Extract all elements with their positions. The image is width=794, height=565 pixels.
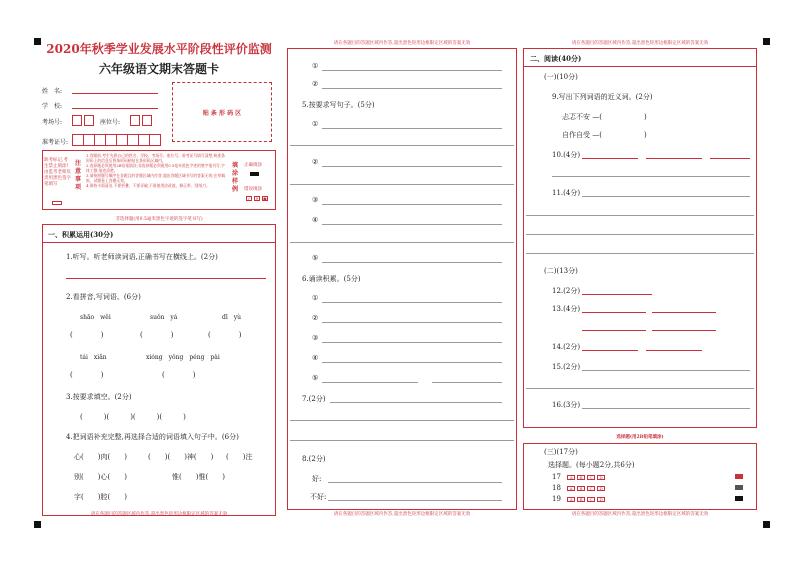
timing-mark xyxy=(735,485,743,490)
circle-label: ④ xyxy=(312,216,319,224)
option-bubble[interactable]: C xyxy=(587,486,595,491)
answer-line[interactable] xyxy=(322,262,502,263)
answer-line[interactable] xyxy=(582,294,652,295)
q2-prompt: 2.看拼音,写词语。(6分) xyxy=(66,293,141,301)
bounds-notice-bottom: 请在各题目的答题区域内作答,超出黑色矩形边框限定区域的答案无效 xyxy=(571,512,709,517)
nonchoice-instruction: 非选择题(用0.5毫米黑色字迹的签字笔书写) xyxy=(115,217,203,222)
wrong-fill-sample: ✓ ✕ ● xyxy=(247,196,267,201)
correct-fill-label: 正确填涂 xyxy=(244,163,262,168)
circle-label: ⑤ xyxy=(312,374,319,382)
part1-heading: (一)(10分) xyxy=(544,73,578,81)
choice-instruction: 选择题(用2B铅笔填涂) xyxy=(616,435,664,440)
choice-row xyxy=(552,473,607,481)
name-label: 姓 名: xyxy=(42,88,63,95)
option-bubble[interactable]: B xyxy=(577,497,585,502)
notes-item: 3.请按照题号顺序在各题目的答题区域内作答,超出答题区域书写的答案无效;在草稿纸、试题卷上答题无效。 xyxy=(86,173,225,183)
answer-line[interactable] xyxy=(582,196,750,197)
answer-line[interactable] xyxy=(710,158,750,159)
option-bubble[interactable]: D xyxy=(597,486,605,491)
option-bubble[interactable]: C xyxy=(587,475,595,480)
barcode-area xyxy=(172,82,272,142)
section1-heading: 一、积累运用(30分) xyxy=(48,230,114,239)
q1-prompt: 1.听写。听老师读词语,正确书写在横线上。(2分) xyxy=(66,253,218,261)
q1-answer-line[interactable] xyxy=(66,278,266,279)
q8-prompt: 8.(2分) xyxy=(302,455,326,463)
q14-prompt: 14.(2分) xyxy=(552,343,581,351)
q9-a[interactable]: 忐忑不安 —( ) xyxy=(562,113,647,121)
choice-number: 18 xyxy=(552,484,561,492)
answer-line[interactable] xyxy=(290,145,514,146)
answer-line[interactable] xyxy=(322,88,502,89)
bounds-notice-top: 请在各题目的答题区域内作答,超出黑色矩形边框限定区域的答案无效 xyxy=(571,41,709,46)
answer-line[interactable] xyxy=(582,158,638,159)
option-bubble[interactable]: A xyxy=(567,497,575,502)
q2-answer-paren[interactable]: ( ) xyxy=(140,331,174,339)
correct-fill-sample xyxy=(250,172,259,176)
choice-row xyxy=(552,484,607,492)
section3-heading: 二、阅读(40分) xyxy=(530,54,582,63)
answer-line[interactable] xyxy=(322,224,502,225)
timing-mark xyxy=(735,474,743,479)
answer-line[interactable] xyxy=(322,342,502,343)
answer-line[interactable] xyxy=(582,370,750,371)
q4-row[interactable]: ( )( )神( ) xyxy=(148,453,214,461)
answer-line[interactable] xyxy=(552,176,750,177)
answer-line[interactable] xyxy=(526,253,754,254)
school-field[interactable] xyxy=(72,108,158,109)
absent-mark-box[interactable] xyxy=(52,201,62,205)
corner-marker xyxy=(763,38,770,45)
section1-heading-rule xyxy=(42,242,276,243)
notes-list xyxy=(86,153,228,188)
answer-line[interactable] xyxy=(646,350,702,351)
q4-row[interactable]: 惟( )惟( ) xyxy=(172,473,225,481)
answer-line[interactable] xyxy=(290,242,514,243)
option-bubble[interactable]: C xyxy=(587,497,595,502)
answer-line[interactable] xyxy=(582,408,750,409)
q2-answer-paren[interactable]: ( ) xyxy=(208,331,242,339)
answer-line[interactable] xyxy=(582,312,646,313)
answer-line[interactable] xyxy=(322,70,502,71)
choice-heading: 选择题。(每小题2分,共6分) xyxy=(548,461,635,469)
choice-number: 17 xyxy=(552,473,561,481)
notes-title: 注意事项 xyxy=(75,160,82,191)
circle-label: ② xyxy=(312,80,319,88)
answer-line[interactable] xyxy=(526,388,754,389)
circle-label: ④ xyxy=(312,354,319,362)
q4-row[interactable]: 字( )腔( ) xyxy=(74,493,127,501)
bounds-notice-bottom: 请在各题目的答题区域内作答,超出黑色矩形边框限定区域的答案无效 xyxy=(333,512,471,517)
absent-note: 缺考标记,考生禁止填涂!由监考老师负责用黑色签字笔填写 xyxy=(44,158,71,187)
choice-row xyxy=(552,495,607,503)
answer-line[interactable] xyxy=(322,382,418,383)
answer-line[interactable] xyxy=(652,330,716,331)
name-field[interactable] xyxy=(72,93,158,94)
answer-line[interactable] xyxy=(322,166,502,167)
bounds-notice-bottom: 请在各题目的答题区域内作答,超出黑色矩形边框限定区域的答案无效 xyxy=(90,512,228,517)
answer-line[interactable] xyxy=(322,128,502,129)
q3-prompt: 3.按要求填空。(2分) xyxy=(66,393,132,401)
ticket-label: 准考证号: xyxy=(42,139,69,146)
notes-item: 4.保持卡面清洁,不要折叠、不要弄破,不准使用涂改液、修正带、刮纸刀。 xyxy=(86,183,210,188)
q13-prompt: 13.(4分) xyxy=(552,305,581,313)
fill-title: 填涂样例 xyxy=(232,162,239,193)
pinyin-1: shāo wěi xyxy=(80,314,111,321)
notes-item: 2.选择题必须使用2B铅笔填涂;非选择题必须使用0.5毫米黑色字迹的签字笔书写,字体工整,笔迹清楚。 xyxy=(86,163,225,173)
school-label: 学 校: xyxy=(42,103,63,110)
corner-marker xyxy=(34,38,41,45)
answer-line[interactable] xyxy=(582,330,646,331)
pinyin-3: dī yù xyxy=(222,314,242,321)
q10-prompt: 10.(4分) xyxy=(552,151,581,159)
q4-row[interactable]: 心( )肉( ) xyxy=(74,453,127,461)
answer-line[interactable] xyxy=(646,158,702,159)
circle-label: ③ xyxy=(312,334,319,342)
q9-prompt: 9.写出下列词语的近义词。(2分) xyxy=(552,93,653,101)
pinyin-4: tái xiǎn xyxy=(80,354,107,361)
pinyin-5: xióng yǒng péng pài xyxy=(146,354,220,361)
q9-b[interactable]: 自作自受 —( ) xyxy=(562,131,647,139)
circle-label: ① xyxy=(312,294,319,302)
q3-answer[interactable]: ( )( )( )( ) xyxy=(80,413,186,421)
section3-heading-rule xyxy=(523,66,757,67)
part3-heading: (三)(17分) xyxy=(544,448,578,456)
answer-line[interactable] xyxy=(432,382,502,383)
answer-line[interactable] xyxy=(322,204,502,205)
answer-line[interactable] xyxy=(290,420,514,421)
exam-room-label: 考场号: xyxy=(42,119,63,126)
answer-line[interactable] xyxy=(290,184,514,185)
corner-marker xyxy=(763,521,770,528)
ticket-boxes[interactable] xyxy=(72,134,166,146)
circle-label: ⑤ xyxy=(312,254,319,262)
q4-row[interactable]: 别( )心( ) xyxy=(74,473,127,481)
answer-line[interactable] xyxy=(330,402,502,403)
q4-prompt: 4.把词语补充完整,再选择合适的词语填入句子中。(6分) xyxy=(66,433,239,441)
answer-line[interactable] xyxy=(582,350,638,351)
circle-label: ② xyxy=(312,158,319,166)
exam-room-box[interactable] xyxy=(84,115,94,126)
option-bubble[interactable]: D xyxy=(597,475,605,480)
q2-answer-paren[interactable]: ( ) xyxy=(70,331,104,339)
answer-line[interactable] xyxy=(322,302,502,303)
q4-row[interactable]: ( )注 xyxy=(226,453,253,461)
notes-item: 1.答题前,考生先将自己的姓名、学校、考场号、座位号、准考证号填写清楚,核准条形码上的信息后将条形码粘贴在条形码区域内。 xyxy=(86,153,225,163)
exam-title: 2020年秋季学业发展水平阶段性评价监测 xyxy=(46,42,272,56)
q12-prompt: 12.(2分) xyxy=(552,287,581,295)
option-bubble[interactable]: B xyxy=(577,486,585,491)
answer-line[interactable] xyxy=(322,362,502,363)
seat-box[interactable] xyxy=(142,115,152,126)
choice-number: 19 xyxy=(552,495,561,503)
exam-room-box[interactable] xyxy=(72,115,82,126)
answer-line[interactable] xyxy=(322,322,502,323)
good-label: 好: xyxy=(312,475,322,483)
q7-prompt: 7.(2分) xyxy=(302,395,326,403)
circle-label: ② xyxy=(312,314,319,322)
circle-label: ① xyxy=(312,120,319,128)
answer-line[interactable] xyxy=(526,234,754,235)
answer-line[interactable] xyxy=(290,440,514,441)
wrong-fill-label: 错误填涂 xyxy=(244,187,262,192)
barcode-label: 贴 条 形 码 区 xyxy=(202,109,242,117)
q6-prompt: 6.诵读积累。(5分) xyxy=(302,275,361,283)
pinyin-2: suǒn yá xyxy=(150,314,178,321)
circle-label: ① xyxy=(312,62,319,70)
answer-line[interactable] xyxy=(652,312,716,313)
option-bubble[interactable]: A xyxy=(567,486,575,491)
q2-answer-paren[interactable]: ( ) xyxy=(162,371,196,379)
corner-marker xyxy=(34,521,41,528)
card-title: 六年级语文期末答题卡 xyxy=(98,62,219,76)
answer-line[interactable] xyxy=(328,500,502,501)
q16-prompt: 16.(3分) xyxy=(552,401,581,409)
q15-prompt: 15.(2分) xyxy=(552,363,581,371)
bounds-notice-top: 请在各题目的答题区域内作答,超出黑色矩形边框限定区域的答案无效 xyxy=(333,41,471,46)
q11-prompt: 11.(4分) xyxy=(552,189,581,197)
option-bubble[interactable]: D xyxy=(597,497,605,502)
option-bubble[interactable]: B xyxy=(577,475,585,480)
option-bubble[interactable]: A xyxy=(567,475,575,480)
q5-prompt: 5.按要求写句子。(5分) xyxy=(302,101,375,109)
bad-label: 不好: xyxy=(310,493,327,501)
timing-mark xyxy=(735,496,743,501)
part2-heading: (二)(13分) xyxy=(544,267,578,275)
circle-label: ③ xyxy=(312,196,319,204)
q2-answer-paren[interactable]: ( ) xyxy=(70,371,104,379)
seat-label: 座位号: xyxy=(100,119,121,126)
answer-line[interactable] xyxy=(526,215,754,216)
answer-line[interactable] xyxy=(328,482,502,483)
seat-box[interactable] xyxy=(130,115,140,126)
